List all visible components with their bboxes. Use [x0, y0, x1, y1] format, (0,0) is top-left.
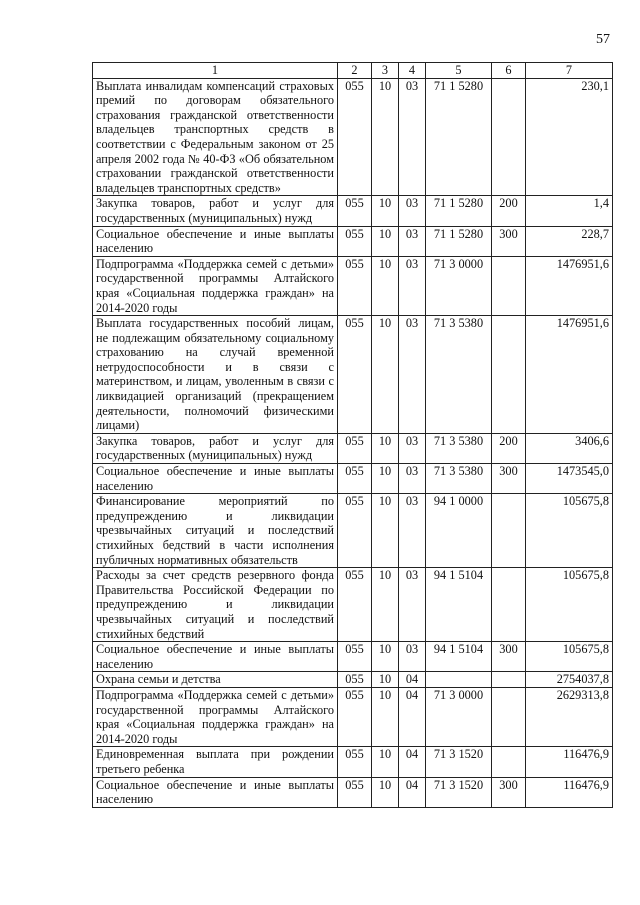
section-code-cell: 10	[372, 747, 399, 777]
header-row	[93, 63, 613, 79]
table-row	[93, 672, 613, 688]
target-article-code-cell: 94 1 5104	[426, 642, 492, 672]
expense-type-code-cell: 300	[492, 464, 526, 494]
amount-cell: 2629313,8	[526, 687, 613, 746]
expense-type-code-cell: 300	[492, 642, 526, 672]
section-code-cell: 10	[372, 464, 399, 494]
table-row	[93, 316, 613, 434]
item-name-cell: Подпрограмма «Поддержка семей с детьми» государственной программы Алтайского края «Социальная поддержка граждан» на 2014-2020 годы	[93, 256, 338, 315]
table-row	[93, 642, 613, 672]
subsection-code-cell: 03	[399, 568, 426, 642]
expense-type-code-cell	[492, 256, 526, 315]
expense-type-code-cell	[492, 672, 526, 688]
target-article-code-cell: 71 3 1520	[426, 777, 492, 807]
amount-cell: 3406,6	[526, 433, 613, 463]
column-header: 4	[399, 63, 426, 79]
section-code-cell: 10	[372, 494, 399, 568]
target-article-code-cell: 71 3 5380	[426, 316, 492, 434]
target-article-code-cell: 94 1 0000	[426, 494, 492, 568]
item-name-cell: Закупка товаров, работ и услуг для государственных (муниципальных) нужд	[93, 196, 338, 226]
item-name-cell: Выплата государственных пособий лицам, не подлежащим обязательному социальному страхованию на случай временной нетрудоспособности и в связи с материнством, и лицам, уволенным в связи с ликвидацией организаций (прекращением деятельности, полномочий физическими лицами)	[93, 316, 338, 434]
ministry-code-cell: 055	[338, 494, 372, 568]
item-name-cell: Закупка товаров, работ и услуг для государственных (муниципальных) нужд	[93, 433, 338, 463]
expense-type-code-cell: 200	[492, 196, 526, 226]
subsection-code-cell: 03	[399, 196, 426, 226]
section-code-cell: 10	[372, 642, 399, 672]
subsection-code-cell: 04	[399, 777, 426, 807]
ministry-code-cell: 055	[338, 226, 372, 256]
target-article-code-cell: 71 3 5380	[426, 433, 492, 463]
ministry-code-cell: 055	[338, 256, 372, 315]
table-row	[93, 196, 613, 226]
page-number: 57	[596, 32, 610, 47]
expense-type-code-cell	[492, 494, 526, 568]
table-row	[93, 568, 613, 642]
budget-table	[92, 62, 613, 808]
column-header: 3	[372, 63, 399, 79]
expense-type-code-cell	[492, 687, 526, 746]
section-code-cell: 10	[372, 256, 399, 315]
amount-cell: 116476,9	[526, 747, 613, 777]
ministry-code-cell: 055	[338, 196, 372, 226]
ministry-code-cell: 055	[338, 672, 372, 688]
amount-cell: 1,4	[526, 196, 613, 226]
column-header: 2	[338, 63, 372, 79]
amount-cell: 1476951,6	[526, 316, 613, 434]
item-name-cell: Социальное обеспечение и иные выплаты населению	[93, 642, 338, 672]
amount-cell: 116476,9	[526, 777, 613, 807]
amount-cell: 105675,8	[526, 642, 613, 672]
amount-cell: 1476951,6	[526, 256, 613, 315]
subsection-code-cell: 04	[399, 672, 426, 688]
target-article-code-cell: 71 3 1520	[426, 747, 492, 777]
target-article-code-cell: 71 3 5380	[426, 464, 492, 494]
table-row	[93, 494, 613, 568]
section-code-cell: 10	[372, 316, 399, 434]
item-name-cell: Финансирование мероприятий по предупреждению и ликвидации чрезвычайных ситуаций и последствий стихийных бедствий в части исполнения публичных нормативных обязательств	[93, 494, 338, 568]
item-name-cell: Подпрограмма «Поддержка семей с детьми» государственной программы Алтайского края «Социальная поддержка граждан» на 2014-2020 годы	[93, 687, 338, 746]
section-code-cell: 10	[372, 672, 399, 688]
subsection-code-cell: 04	[399, 747, 426, 777]
target-article-code-cell: 71 3 0000	[426, 256, 492, 315]
expense-type-code-cell	[492, 316, 526, 434]
subsection-code-cell: 03	[399, 256, 426, 315]
section-code-cell: 10	[372, 433, 399, 463]
ministry-code-cell: 055	[338, 687, 372, 746]
target-article-code-cell: 71 1 5280	[426, 226, 492, 256]
table-row	[93, 464, 613, 494]
ministry-code-cell: 055	[338, 316, 372, 434]
amount-cell: 105675,8	[526, 494, 613, 568]
target-article-code-cell: 94 1 5104	[426, 568, 492, 642]
section-code-cell: 10	[372, 687, 399, 746]
amount-cell: 230,1	[526, 78, 613, 196]
item-name-cell: Социальное обеспечение и иные выплаты населению	[93, 226, 338, 256]
table-row	[93, 256, 613, 315]
ministry-code-cell: 055	[338, 433, 372, 463]
column-header: 1	[93, 63, 338, 79]
item-name-cell: Социальное обеспечение и иные выплаты населению	[93, 464, 338, 494]
item-name-cell: Социальное обеспечение и иные выплаты населению	[93, 777, 338, 807]
expense-type-code-cell: 300	[492, 226, 526, 256]
target-article-code-cell: 71 1 5280	[426, 196, 492, 226]
subsection-code-cell: 04	[399, 687, 426, 746]
section-code-cell: 10	[372, 568, 399, 642]
table-row	[93, 78, 613, 196]
table-row	[93, 433, 613, 463]
ministry-code-cell: 055	[338, 777, 372, 807]
subsection-code-cell: 03	[399, 464, 426, 494]
subsection-code-cell: 03	[399, 78, 426, 196]
amount-cell: 1473545,0	[526, 464, 613, 494]
table-row	[93, 747, 613, 777]
expense-type-code-cell	[492, 747, 526, 777]
amount-cell: 228,7	[526, 226, 613, 256]
target-article-code-cell: 71 3 0000	[426, 687, 492, 746]
expense-type-code-cell	[492, 78, 526, 196]
amount-cell: 105675,8	[526, 568, 613, 642]
subsection-code-cell: 03	[399, 494, 426, 568]
table-row	[93, 687, 613, 746]
subsection-code-cell: 03	[399, 433, 426, 463]
subsection-code-cell: 03	[399, 642, 426, 672]
ministry-code-cell: 055	[338, 747, 372, 777]
subsection-code-cell: 03	[399, 226, 426, 256]
expense-type-code-cell: 300	[492, 777, 526, 807]
target-article-code-cell: 71 1 5280	[426, 78, 492, 196]
ministry-code-cell: 055	[338, 78, 372, 196]
item-name-cell: Охрана семьи и детства	[93, 672, 338, 688]
ministry-code-cell: 055	[338, 464, 372, 494]
target-article-code-cell	[426, 672, 492, 688]
subsection-code-cell: 03	[399, 316, 426, 434]
column-header: 7	[526, 63, 613, 79]
column-header: 5	[426, 63, 492, 79]
item-name-cell: Выплата инвалидам компенсаций страховых премий по договорам обязательного страхования гражданской ответственности владельцев транспортных средств в соответствии с Федеральным законом от 25 апреля 2002 года № 40-ФЗ «Об обязательном страховании гражданской ответственности владельцев транспортных средств»	[93, 78, 338, 196]
amount-cell: 2754037,8	[526, 672, 613, 688]
section-code-cell: 10	[372, 226, 399, 256]
column-header: 6	[492, 63, 526, 79]
expense-type-code-cell	[492, 568, 526, 642]
ministry-code-cell: 055	[338, 568, 372, 642]
table-body	[93, 78, 613, 807]
item-name-cell: Расходы за счет средств резервного фонда Правительства Российской Федерации по предупреждению и ликвидации чрезвычайных ситуаций и последствий стихийных бедствий	[93, 568, 338, 642]
table-row	[93, 777, 613, 807]
section-code-cell: 10	[372, 196, 399, 226]
ministry-code-cell: 055	[338, 642, 372, 672]
item-name-cell: Единовременная выплата при рождении третьего ребенка	[93, 747, 338, 777]
section-code-cell: 10	[372, 777, 399, 807]
table-row	[93, 226, 613, 256]
section-code-cell: 10	[372, 78, 399, 196]
expense-type-code-cell: 200	[492, 433, 526, 463]
